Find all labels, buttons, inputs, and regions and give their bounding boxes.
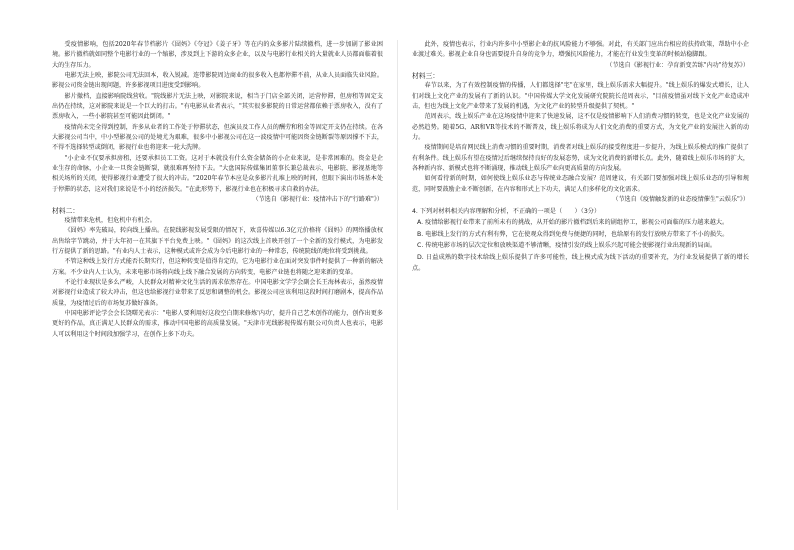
left-paragraph-10: 中国电影评论学会会长饶曙光表示："电影人要利用好这段空白期来修炼'内功'，提升自己艺术创作的能力，创作出更多更好的作品，真正满足人民群众的需求，推动中国电影的高质量发展。"天津市光线影视传媒有限公司负责人也表示，电影人可以利用这个时间段加强学习，在创作上多下功夫。 (52, 309, 383, 338)
right-paragraph-2: 春节以来，为了有效控制疫情的传播，人们都选择"宅"在家里，线上娱乐需求大幅提升。"线上娱乐的爆发式增长，让人们对线上文化产业的发展有了新的认识。"中国传媒大学文化发展研究院院长范周表示，"目前疫情虽对线下文化产业造成冲击，但也为线上文化产业带来了发展的机遇，为文化产业的转型升级提供了契机。" (412, 82, 749, 111)
left-paragraph-4: 疫情尚未完全得到控制，许多从业者的工作处于停滞状态，但演员及工作人员的酬劳和租金等固定开支仍在持续。在各大影视公司当中，中小型影视公司的处境尤为艰难，很多中小影视公司在这一波疫情中可能因资金链断裂等原因撑不下去，不得不选择转型或倒闭，影视行业也将迎来一轮大洗牌。 (52, 123, 383, 152)
left-paragraph-3: 影片撤档，直接影响院线营收。"院线影片无法上映，对影院来说，相当于门店全部关闭，运营停滞，但房租等固定支出仍在持续，这对影院来说是一个巨大的打击。"有电影从业者表示，"其实很多影院的日常运营都依赖于票房收入，没有了票房收入，一些小影院甚至可能因此倒闭。" (52, 92, 383, 121)
right-paragraph-4: 疫情期间是培育网民线上消费习惯的重要时期，消费者对线上娱乐的接受程度进一步提升，为线上娱乐模式的推广提供了有利条件。线上娱乐有望在疫情过后继续保持良好的发展态势，成为文化消费的新增长点。此外，随着线上娱乐市场的扩大，各种新内容、新模式也将不断涌现，推动线上娱乐产业向更高质量的方向发展。 (412, 144, 749, 173)
left-paragraph-1: 受疫情影响，包括2020年春节档影片《囧妈》《夺冠》《姜子牙》等在内的众多影片陆续撤档，进一步加剧了影业困境。影片撤档就如同整个电影行业的一个缩影，涉及到上下游的众多企业，以及与电影行业相关的大量就业人员都面临着很大的生存压力。 (52, 41, 383, 69)
left-paragraph-5: "小企业不仅要承担房租，还要承担员工工资。这对于本就没有什么资金储备的小企业来说，是非常困难的。资金是企业生存的命脉，小企业一旦资金链断裂，就很难再坚持下去。"大盘国际传媒集团董事长兼总裁表示，电影院、影视基地等相关场所的关闭，使得影视行业遭受了很大的冲击。"2020年春节本应是众多影片扎堆上映的时间，但眼下演出市场基本处于停滞的状态，这对我们来说是不小的经济损失。"在此形势下，影视行业也在积极寻求自救的办法。 (52, 154, 383, 193)
question-4-stem: 4. 下列对材料相关内容理解和分析，不正确的一项是（ ）（3分） (412, 207, 601, 215)
right-paragraph-5: 如何看待新的时期，如何使线上娱乐业态与传统业态融合发展？范周建议，有关部门要加强对线上娱乐业态的引导和规范，同时要鼓励企业不断创新，在内容和形式上下功夫，满足人们多样化的文化需求。 (412, 175, 749, 193)
option-c: C. 传统电影市场的层次定位和放映渠道不够清晰，疫情引发的线上娱乐兴起可能会使影视行业出现新的局面。 (417, 242, 717, 249)
source-note-3: （节选自《疫情触发新的业态疫情催生"云娱乐"》） (612, 196, 749, 204)
left-paragraph-9: 不论行业现状是多么严峻，人民群众对精神文化生活的需求依然存在。中国电影文学学会副会长王海林表示，虽然疫情对影视行业造成了较大冲击，但这也给影视行业带来了反思和调整的机会。影视公司应该利用这段时间打磨剧本，提高作品质量，为疫情过后的市场复苏做好准备。 (52, 278, 383, 307)
material-3-heading: 材料三： (412, 72, 440, 81)
option-d: D. 日益成熟的数字技术给线上娱乐提供了许多可能性，线上模式成为线下活动的重要补充，为行业发展提供了新的增长点。 (412, 253, 749, 272)
left-column (52, 40, 383, 340)
material-2-heading: 材料二： (52, 206, 80, 215)
left-paragraph-7: 《囧妈》率先破局，转向线上播出。在院线影视发展受限的情况下，欢喜传媒以6.3亿元价格将《囧妈》的网络播放权出售给字节跳动，并于大年初一在其旗下平台免费上映。"《囧妈》的这次线上首映开创了一个全新的发行模式，为电影发行方提供了新的思路。"有业内人士表示，这种模式或许会成为今后电影行业的一种常态，传统院线的地位将受到挑战。 (52, 227, 383, 255)
right-paragraph-3: 范周表示，线上娱乐产业在这场疫情中迎来了快速发展，这不仅是疫情影响下人们消费习惯的转变，也是文化产业发展的必然趋势。随着5G、AR和VR等技术的不断普及，线上娱乐将成为人们文化消费的重要方式，为文化产业的发展注入新的动力。 (412, 113, 749, 142)
left-paragraph-6: 疫情带来危机，但危机中有机会。 (64, 216, 156, 224)
option-b: B. 电影线上发行的方式有利有弊，它在使观众得到免费与便捷的同时，也给原有的发行放映方带来了不小的损失。 (417, 230, 729, 238)
source-note-1: （节选自《影视行业：疫情冲击下的"行路难"》） (252, 196, 383, 204)
right-column (412, 40, 749, 275)
source-note-2: （节选自《影视行业：孕育新变苦练"内功"待复苏》） (606, 61, 749, 69)
left-paragraph-8: 不管这种线上发行方式能否长期实行，但这种转变是值得肯定的，它为电影行业在面对突发事件时提供了一种新的解决方案。不少业内人士认为，未来电影市场将向线上线下融合发展的方向转变，电影产业链也将随之迎来新的变革。 (52, 258, 383, 276)
column-divider (397, 40, 398, 510)
right-paragraph-1: 此外，疫情也表示，行业内许多中小型影企业的抗风险能力不够强。对此，有关部门应出台相应的扶持政策，帮助中小企业渡过难关。影视企业自身也需要提升自身的竞争力，增强抗风险能力，才能在行业发生变革的时候站稳脚跟。 (412, 41, 749, 59)
option-a: A. 疫情给影视行业带来了前所未有的挑战，从开始的影片撤档到后来的剧组停工，影视公司面临的压力越来越大。 (417, 219, 729, 226)
left-paragraph-2: 电影无法上映，影院公司无法回本，收入锐减。连带影院周边商业的很多收入也都停滞不前，从业人员面临失业风险。影视公司资金链出现问题，许多影视项目进度受到影响。 (52, 72, 383, 90)
